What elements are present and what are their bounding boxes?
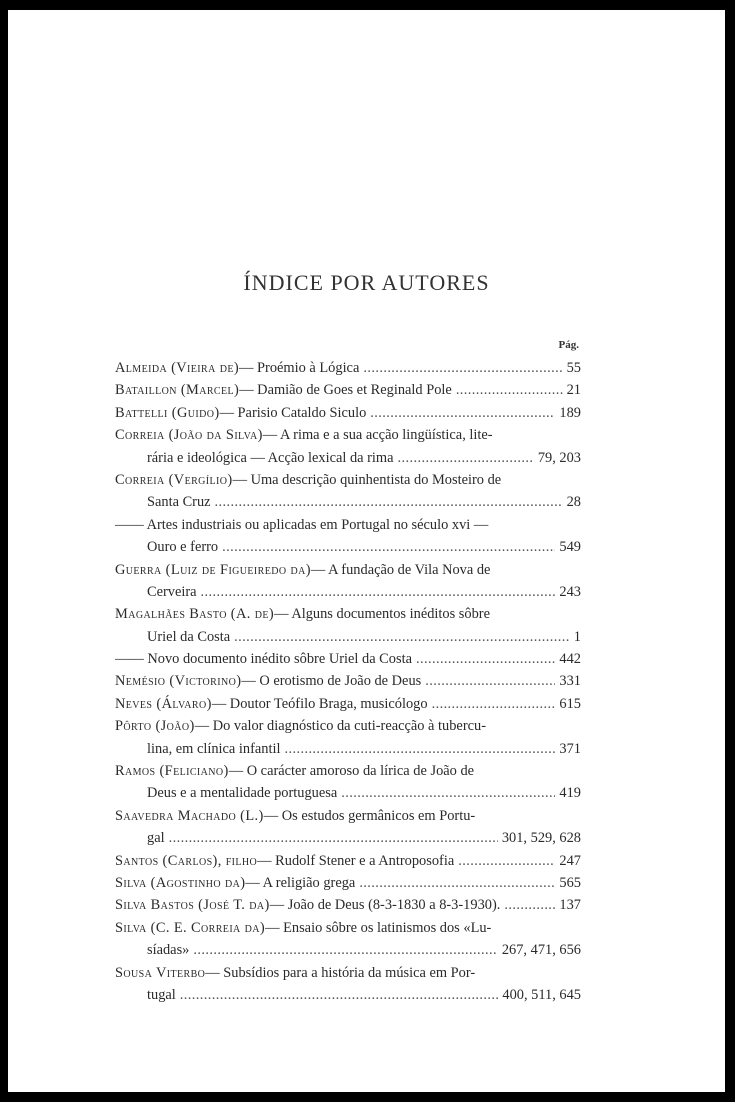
index-entry [115, 962, 581, 984]
dot-leader [180, 984, 499, 1006]
index-entry [115, 670, 581, 692]
entry-title-continued: Deus e a mentalidade portuguesa [147, 785, 338, 802]
page-number: 21 [566, 382, 581, 399]
entry-title: — Ensaio sôbre os latinismos dos «Lu- [265, 919, 492, 936]
author-name: Almeida (Vieira de) [115, 360, 240, 376]
page-number: 371 [559, 740, 581, 757]
entry-title: — Subsídios para a história da música em Por- [205, 964, 476, 981]
author-name: Saavedra Machado (L.) [115, 807, 264, 824]
entry-title-continued: gal [147, 830, 165, 847]
index-entry-continuation [115, 827, 581, 849]
dot-leader [215, 491, 563, 513]
entry-title: — O erotismo de João de Deus [241, 673, 422, 690]
index-entry [115, 603, 581, 625]
entry-title: — Parisio Cataldo Siculo [219, 404, 367, 421]
author-name: Ramos (Feliciano) [115, 763, 229, 780]
dot-leader [193, 939, 497, 961]
dot-leader [201, 581, 556, 603]
entry-title: — A religião grega [245, 874, 356, 891]
dot-leader [359, 872, 555, 894]
page-number: 137 [559, 897, 581, 914]
page-number: 267, 471, 656 [501, 942, 581, 959]
dot-leader [234, 626, 570, 648]
index-entry [115, 379, 581, 401]
index-entry [115, 850, 581, 872]
author-name: Pôrto (João) [115, 718, 195, 735]
author-name: Correia (Vergílio) [115, 471, 233, 488]
entry-title-continued: síadas» [147, 942, 190, 959]
dot-leader [425, 670, 555, 692]
index-entry [115, 424, 581, 446]
index-entry [115, 805, 581, 827]
index-entry-same-author [115, 514, 581, 536]
dot-leader [504, 894, 555, 916]
entry-title: — João de Deus (8-3-1830 a 8-3-1930). [269, 897, 501, 914]
entry-title: — Os estudos germânicos em Portu- [263, 807, 476, 824]
index-entry-continuation [115, 939, 581, 961]
index-entry [115, 715, 581, 737]
entry-title-continued: Cerveira [147, 583, 197, 600]
entry-title-continued: lina, em clínica infantil [147, 740, 281, 757]
author-name: Battelli (Guido) [115, 404, 220, 421]
page-number: 189 [559, 404, 581, 421]
page-number: 247 [559, 852, 581, 869]
page-title: ÍNDICE POR AUTORES [243, 270, 490, 295]
page-number: 55 [566, 360, 581, 376]
index-entry-continuation [115, 626, 581, 648]
author-name: Correia (João da Silva) [115, 427, 263, 444]
author-name: Silva (Agostinho da) [115, 874, 246, 891]
index-entry [115, 402, 581, 424]
entry-title: — O carácter amoroso da lírica de João de [228, 763, 475, 780]
index-entry [115, 760, 581, 782]
index-entry-continuation [115, 984, 581, 1006]
entry-title: — Doutor Teófilo Braga, musicólogo [211, 695, 428, 712]
page-column-header: Pág. [558, 339, 579, 351]
entry-title: — Rudolf Stener e a Antroposofia [257, 852, 455, 869]
page-number: 442 [559, 651, 581, 668]
entry-title: — Uma descrição quinhentista do Mosteiro de [232, 471, 502, 488]
entry-title: — Damião de Goes et Reginald Pole [239, 382, 452, 399]
author-name: Magalhães Basto (A. de) [115, 606, 275, 623]
author-name: Nemésio (Victorino) [115, 673, 242, 690]
index-entry-continuation [115, 738, 581, 760]
entry-title: — A rima e a sua acção lingüística, lite- [262, 427, 493, 444]
entry-title: — Alguns documentos inéditos sôbre [274, 606, 490, 623]
dot-leader [284, 738, 555, 760]
dot-leader [341, 782, 555, 804]
index-entry-continuation [115, 536, 581, 558]
dot-leader [169, 827, 498, 849]
dot-leader [398, 447, 534, 469]
entry-title: — A fundação de Vila Nova de [310, 561, 491, 578]
dot-leader [456, 379, 563, 401]
entry-title: —— Artes industriais ou aplicadas em Portugal no século xvi — [115, 516, 489, 533]
page-number: 400, 511, 645 [502, 986, 581, 1003]
page-number: 1 [573, 628, 581, 645]
index-entry [115, 917, 581, 939]
dot-leader [432, 693, 556, 715]
index-entry-continuation [115, 491, 581, 513]
index-entry-continuation [115, 447, 581, 469]
page-number: 301, 529, 628 [501, 830, 581, 847]
dot-leader [363, 357, 562, 379]
page-number: 419 [559, 785, 581, 802]
author-name: Sousa Viterbo [115, 964, 206, 981]
document-page [8, 10, 725, 1092]
entry-title: — Proémio à Lógica [239, 360, 360, 376]
dot-leader [458, 850, 555, 872]
dot-leader [222, 536, 555, 558]
page-number: 79, 203 [537, 449, 581, 466]
dot-leader [370, 402, 555, 424]
entry-title: — Do valor diagnóstico da cuti-reacção à tubercu- [194, 718, 486, 735]
entry-title-continued: Uriel da Costa [147, 628, 231, 645]
entry-title: —— Novo documento inédito sôbre Uriel da Costa [115, 651, 412, 668]
page-number: 331 [559, 673, 581, 690]
author-index-list [115, 357, 581, 1006]
page-number: 28 [566, 494, 581, 511]
author-name: Bataillon (Marcel) [115, 382, 240, 399]
entry-title-continued: Ouro e ferro [147, 539, 219, 556]
page-number: 549 [559, 539, 581, 556]
author-name: Silva Bastos (José T. da) [115, 897, 270, 914]
entry-title-continued: tugal [147, 986, 176, 1003]
dot-leader [416, 648, 555, 670]
entry-title-continued: rária e ideológica — Acção lexical da rima [147, 449, 394, 466]
entry-title-continued: Santa Cruz [147, 494, 211, 511]
index-entry [115, 357, 581, 379]
author-name: Neves (Álvaro) [115, 695, 212, 712]
index-entry-same-author [115, 648, 581, 670]
index-entry [115, 894, 581, 916]
page-number: 565 [559, 874, 581, 891]
index-entry [115, 872, 581, 894]
index-entry [115, 469, 581, 491]
index-entry-continuation [115, 581, 581, 603]
page-number: 615 [559, 695, 581, 712]
index-entry-continuation [115, 782, 581, 804]
author-name: Santos (Carlos), filho [115, 852, 258, 869]
author-name: Guerra (Luiz de Figueiredo da) [115, 561, 311, 578]
index-entry [115, 693, 581, 715]
author-name: Silva (C. E. Correia da) [115, 919, 266, 936]
index-entry [115, 559, 581, 581]
page-number: 243 [559, 583, 581, 600]
